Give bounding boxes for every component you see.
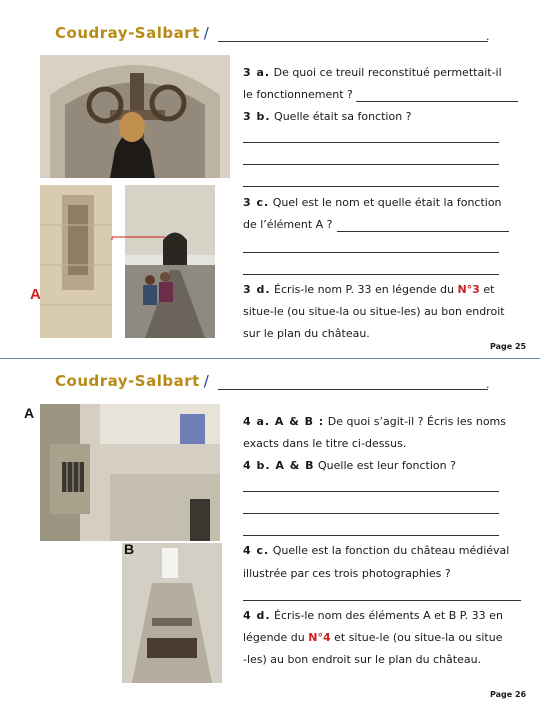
q4d-number: 4 d. [243,609,271,622]
question-4d-line3 [243,649,481,671]
q3c-answer-line-1[interactable] [337,231,509,232]
q4a-text2: exacts dans le titre ci-dessus. [243,437,407,450]
q4c-text: Quelle est la fonction du château médiéval [272,544,510,557]
question-4d-line2 [243,627,502,649]
title-slash: / [203,372,210,390]
q3c-answer-line-2[interactable] [243,252,499,253]
q4b-answer-line-2[interactable] [243,513,499,514]
q4c-text2: illustrée par ces trois photographies ? [243,567,451,580]
label-a-2: A [24,405,35,421]
question-4c-line2 [243,563,451,585]
q3b-answer-line-2[interactable] [243,164,499,165]
q3b-answer-line-3[interactable] [243,186,499,187]
question-3d [243,279,494,301]
q4a-number: 4 a. A & B : [243,415,325,428]
q3a-text: De quoi ce treuil reconstitué permettait-il [273,66,502,79]
title-answer-line-2[interactable] [218,389,488,390]
q3c-text: Quel est le nom et quelle était la fonction [272,196,502,209]
q3b-number: 3 b. [243,110,271,123]
q3a-answer-line[interactable] [356,101,518,102]
question-4c [243,540,509,562]
q4b-text: Quelle est leur fonction ? [318,459,456,472]
page-number-26: Page 26 [490,690,527,699]
title-text: Coudray-Salbart [55,24,200,42]
section-divider [0,358,540,359]
label-a-1: A [30,286,41,303]
question-3a [243,62,502,84]
q4d-text2-pre: légende du [243,631,305,644]
question-3d-line3 [243,323,370,345]
title-slash: / [203,24,210,42]
question-4d [243,605,503,627]
question-3c-line2 [243,214,333,236]
q3d-badge: N°3 [457,283,480,296]
q3c-answer-line-3[interactable] [243,274,499,275]
title-end-dot: . [486,30,490,43]
q3d-text: Écris-le nom P. 33 en légende du [274,283,454,296]
q3d-text2: situe-le (ou situe-la ou situe-les) au bon endroit [243,305,505,318]
title-end-dot-2: . [486,378,490,391]
q3d-text3: sur le plan du château. [243,327,370,340]
page-title-2 [55,372,213,390]
question-4b [243,455,456,477]
q4c-answer-line[interactable] [243,600,521,601]
title-text: Coudray-Salbart [55,372,200,390]
element-a-photo [40,404,220,541]
question-3a-line2 [243,84,353,106]
question-3c [243,192,502,214]
q4d-text3: -les) au bon endroit sur le plan du château. [243,653,482,666]
element-b-photo [122,543,222,683]
page-number-25: Page 25 [490,342,527,351]
label-b: B [124,541,135,557]
q3d-number: 3 d. [243,283,271,296]
q3c-number: 3 c. [243,196,270,209]
q4d-text2-post: et situe-le (ou situe-la ou situe [334,631,503,644]
q4d-text: Écris-le nom des éléments A et B P. 33 en [274,609,503,622]
q3c-text2: de l’élément A ? [243,218,333,231]
q4a-text: De quoi s’agit-il ? Écris les noms [327,415,507,428]
question-3d-line2 [243,301,505,323]
q4b-answer-line-3[interactable] [243,535,499,536]
question-3b [243,106,412,128]
q3b-text: Quelle était sa fonction ? [274,110,412,123]
q3a-text2: le fonctionnement ? [243,88,353,101]
question-4a-line2 [243,433,406,455]
q4b-number: 4 b. A & B [243,459,315,472]
q4b-answer-line-1[interactable] [243,491,499,492]
q4c-number: 4 c. [243,544,270,557]
q4d-badge: N°4 [308,631,331,644]
q3b-answer-line-1[interactable] [243,142,499,143]
q3d-text-after: et [483,283,495,296]
question-4a [243,411,506,433]
q3a-number: 3 a. [243,66,271,79]
